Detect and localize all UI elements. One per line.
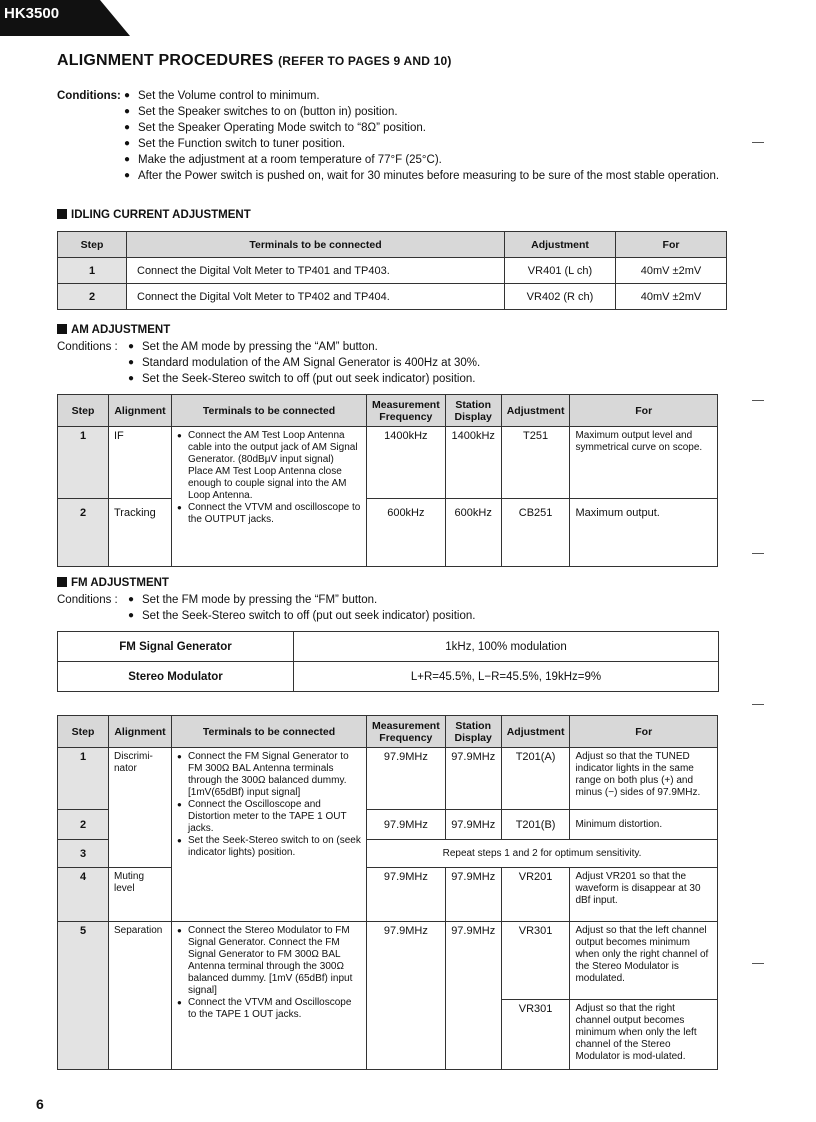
condition-item: ● Make the adjustment at a room temperature of 77°F (25°C). [124,152,734,168]
conditions-label: Conditions: [57,90,121,102]
margin-mark [752,963,764,964]
condition-item: ● Set the Volume control to minimum. [124,88,734,104]
table-row: 1 Discrimi-nator ● Connect the FM Signal Generator to FM 300Ω BAL Antenna terminals through the 300Ω balanced dummy. [1mV(65dBf) input signal] ● Connect the Oscilloscope and Distortion meter to the TAPE 1 OUT jacks. ● Set the Seek-Stereo switch to on (seek indicator lights) position. 97.9MHz 97.9MHz T201(A) Adjust so that the TUNED indicator lights in the same range on both plus (+) and minus (−) sides of 97.9MHz. [58,748,718,810]
margin-mark [752,142,764,143]
table-row: 3 Repeat steps 1 and 2 for optimum sensitivity. [58,840,718,868]
idling-table: Step Terminals to be connected Adjustment For 1 Connect the Digital Volt Meter to TP401 and TP403. VR401 (L ch) 40mV ±2mV 2 Connect the Digital Volt Meter to TP402 and TP404. VR402 (R ch) 40mV ±2mV [57,231,727,310]
table-row: 4 Muting level 97.9MHz 97.9MHz VR201 Adjust VR201 so that the waveform is disappear at 30 dBf input. [58,868,718,922]
conditions-list [124,88,734,184]
table-row: VR301 Adjust so that the right channel output becomes minimum when only the left channel of the Stereo Modulator is mod-ulated. [58,1000,718,1070]
table-row: 2 Connect the Digital Volt Meter to TP402 and TP404. VR402 (R ch) 40mV ±2mV [58,284,727,310]
margin-mark [752,400,764,401]
idling-heading: IDLING CURRENT ADJUSTMENT [57,209,251,221]
fm-table: Step Alignment Terminals to be connected Measurement Frequency Station Display Adjustment For 1 Discrimi-nator ● Connect the FM Signal Generator to FM 300Ω BAL Antenna terminals through the 300Ω balanced dummy. [1mV(65dBf) input signal] ● Connect the Oscilloscope and Distortion meter to the TAPE 1 OUT jacks. ● Set the Seek-Stereo switch to on (seek indicator lights) position. 97.9MHz 97.9MHz T201(A) Adjust so that the TUNED indicator lights in the same range on both plus (+) and minus (−) sides of 97.9MHz. 2 97.9MHz 97.9MHz T201(B) Minimum distortion. 3 Repeat steps 1 and 2 for optimum sensitivity. 4 Muting level 97.9MHz 97.9MHz VR201 Adjust VR201 so that the waveform is disappear at 30 dBf input. 5 Separation ● Connect the Stereo Modulator to FM Signal Generator. Connect the FM Signal Generator to FM 300Ω BAL Antenna terminal through the 300Ω balanced dummy. [1mV (65dBf) input signal] ● Connect the VTVM and Oscilloscope to the TAPE 1 OUT jacks. 97.9MHz 97.9MHz VR301 Adjust so that the left channel output becomes minimum when only the right channel of the Stereo Modulator is modulated. VR301 Adjust so that the right channel output becomes minimum when only the left channel of the Stereo Modulator is mod-ulated. [57,715,718,1070]
table-row: 1 IF ● Connect the AM Test Loop Antenna cable into the output jack of AM Signal Generator. (80dBμV input signal) Place AM Test Loop Antenna close enough to couple signal into the AM Loop Antenna. ● Connect the VTVM and oscilloscope to the OUTPUT jacks. 1400kHz 1400kHz T251 Maximum output level and symmetrical curve on scope. [58,427,718,499]
am-conditions-label: Conditions : [57,341,118,353]
condition-item: ● After the Power switch is pushed on, wait for 30 minutes before measuring to be sure of the most stable operation. [124,168,734,184]
title-note: (REFER TO PAGES 9 AND 10) [278,54,452,68]
table-row: 1 Connect the Digital Volt Meter to TP401 and TP403. VR401 (L ch) 40mV ±2mV [58,258,727,284]
condition-item: ● Set the Speaker Operating Mode switch to “8Ω” position. [124,120,734,136]
am-table: Step Alignment Terminals to be connected Measurement Frequency Station Display Adjustment For 1 IF ● Connect the AM Test Loop Antenna cable into the output jack of AM Signal Generator. (80dBμV input signal) Place AM Test Loop Antenna close enough to couple signal into the AM Loop Antenna. ● Connect the VTVM and oscilloscope to the OUTPUT jacks. 1400kHz 1400kHz T251 Maximum output level and symmetrical curve on scope. 2 Tracking 600kHz 600kHz CB251 Maximum output. [57,394,718,567]
model-label: HK3500 [4,5,60,22]
table-row: 2 97.9MHz 97.9MHz T201(B) Minimum distortion. [58,810,718,840]
table-row: 2 Tracking 600kHz 600kHz CB251 Maximum output. [58,499,718,567]
am-heading: AM ADJUSTMENT [57,324,170,336]
page-number: 6 [36,1096,44,1112]
condition-item: ● Set the Speaker switches to on (button in) position. [124,104,734,120]
page-title: ALIGNMENT PROCEDURES (REFER TO PAGES 9 AND 10) [57,52,452,69]
fm-conditions: ● Set the FM mode by pressing the “FM” button. ● Set the Seek-Stereo switch to off (put out seek indicator) position. [128,592,728,624]
table-row: FM Signal Generator 1kHz, 100% modulation [58,632,719,662]
fm-conditions-label: Conditions : [57,594,118,606]
table-row: 5 Separation ● Connect the Stereo Modulator to FM Signal Generator. Connect the FM Signal Generator to FM 300Ω BAL Antenna terminal through the 300Ω balanced dummy. [1mV (65dBf) input signal] ● Connect the VTVM and Oscilloscope to the TAPE 1 OUT jacks. 97.9MHz 97.9MHz VR301 Adjust so that the left channel output becomes minimum when only the right channel of the Stereo Modulator is modulated. [58,922,718,1000]
condition-item: ● Set the Function switch to tuner position. [124,136,734,152]
fm-heading: FM ADJUSTMENT [57,577,169,589]
margin-mark [752,704,764,705]
fm-signal-table [57,631,719,692]
margin-mark [752,553,764,554]
am-conditions: ● Set the AM mode by pressing the “AM” button. ● Standard modulation of the AM Signal Generator is 400Hz at 30%. ● Set the Seek-Stereo switch to off (put out seek indicator) position. [128,339,728,387]
table-row: Stereo Modulator L+R=45.5%, L−R=45.5%, 19kHz=9% [58,662,719,692]
